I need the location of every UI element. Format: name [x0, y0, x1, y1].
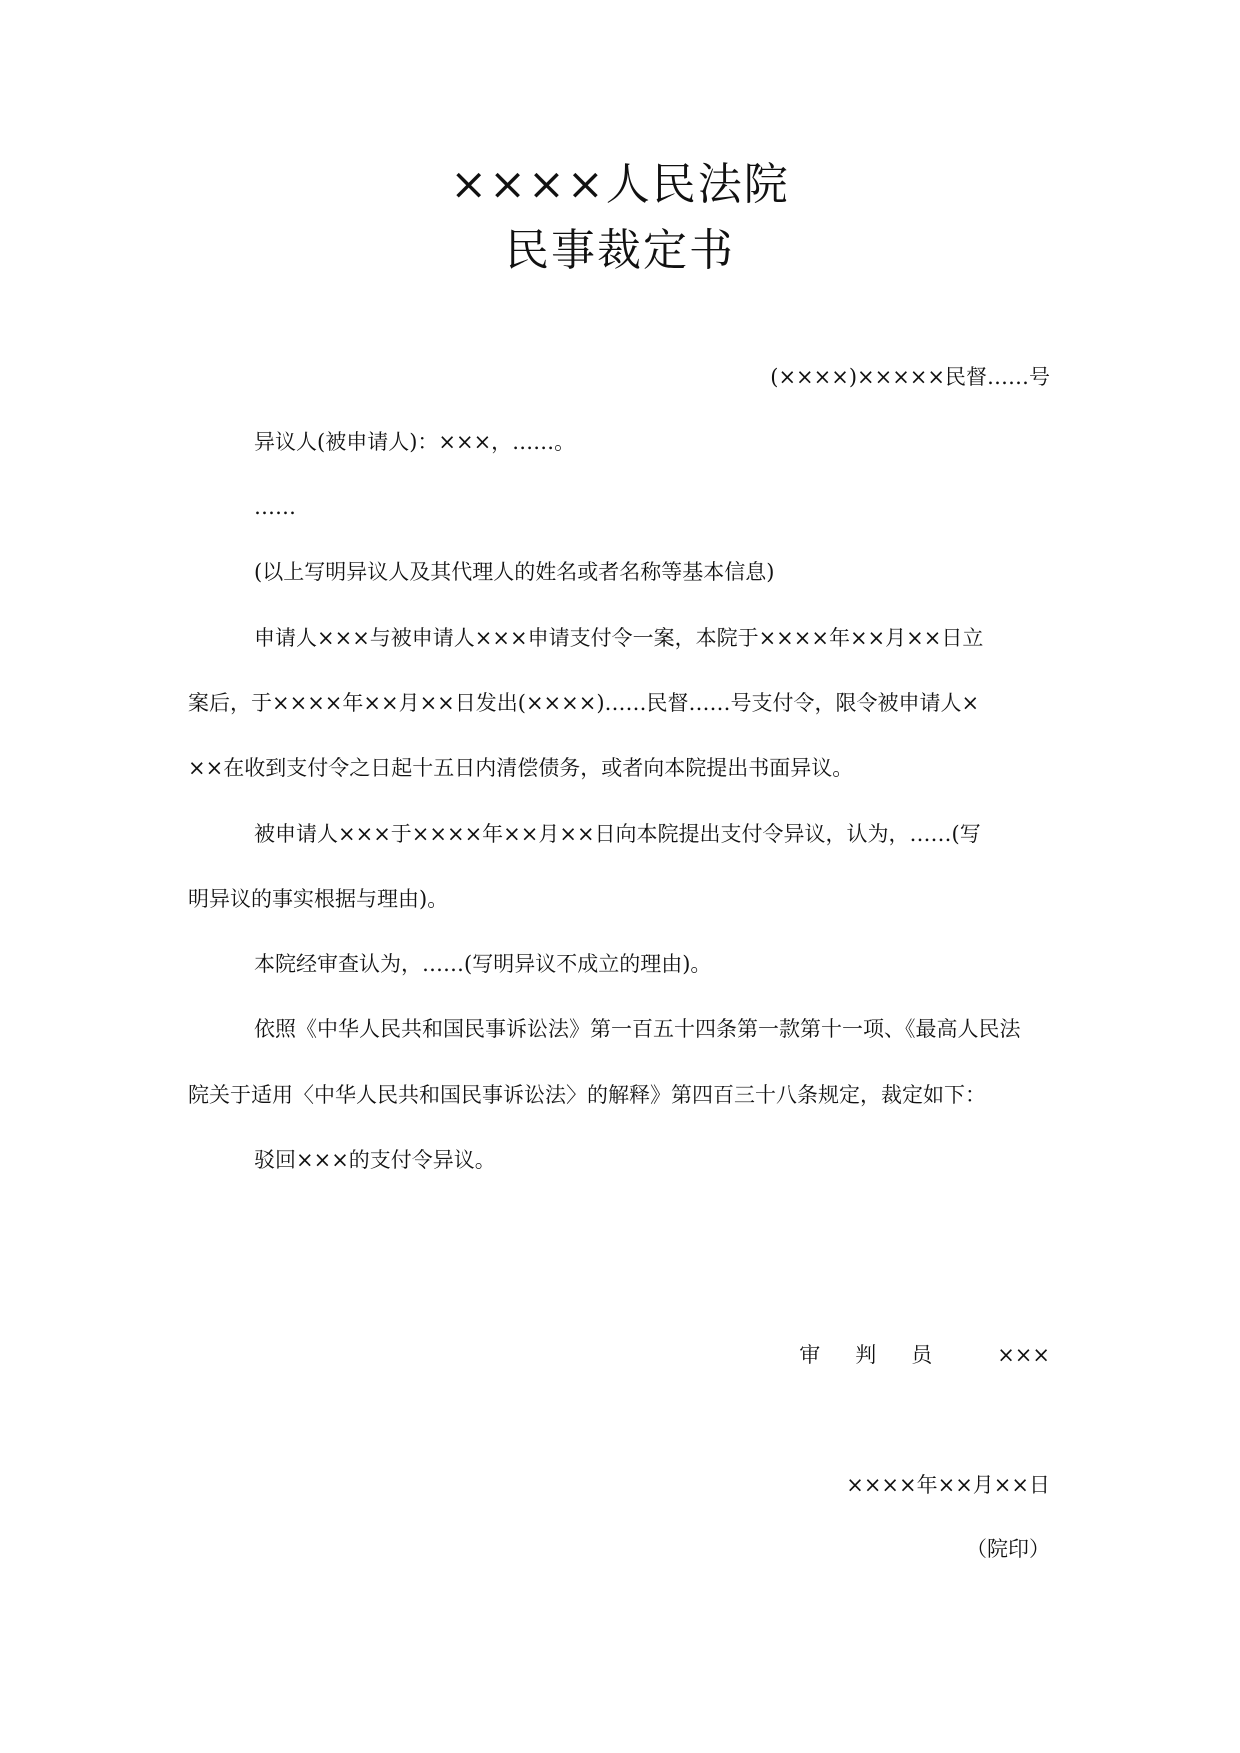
court-seal: （院印） — [966, 1537, 1050, 1561]
facts-paragraph-line: ××在收到支付令之日起十五日内清偿债务，或者向本院提出书面异议。 — [188, 756, 854, 780]
document-title: 民事裁定书 — [505, 225, 735, 276]
court-name: ××××人民法院 — [450, 159, 790, 210]
objector-info: 异议人(被申请人)：×××，……。 — [254, 430, 576, 454]
objection-paragraph-line: 明异议的事实根据与理由)。 — [188, 887, 449, 911]
legal-basis-line: 院关于适用〈中华人民共和国民事诉讼法〉的解释》第四百三十八条规定，裁定如下： — [188, 1083, 986, 1107]
legal-basis-line: 依照《中华人民共和国民事诉讼法》第一百五十四条第一款第十一项、《最高人民法 — [254, 1017, 1021, 1041]
ruling: 驳回×××的支付令异议。 — [254, 1148, 496, 1172]
facts-paragraph-line: 申请人×××与被申请人×××申请支付令一案，本院于××××年××月××日立 — [254, 626, 984, 650]
objection-paragraph-line: 被申请人×××于××××年××月××日向本院提出支付令异议，认为，……(写 — [254, 822, 981, 846]
judge-name: ××× — [997, 1343, 1050, 1367]
party-ellipsis: …… — [254, 495, 296, 519]
judge-title: 审判员 — [799, 1343, 968, 1367]
judge-signature — [799, 1345, 1050, 1366]
ruling-date: ××××年××月××日 — [846, 1473, 1050, 1497]
facts-paragraph-line: 案后，于××××年××月××日发出(××××)……民督……号支付令，限令被申请人× — [188, 691, 980, 715]
court-finding: 本院经审查认为，……(写明异议不成立的理由)。 — [254, 952, 712, 976]
case-number: (××××)×××××民督……号 — [770, 365, 1050, 389]
party-note: (以上写明异议人及其代理人的姓名或者名称等基本信息) — [254, 560, 775, 584]
